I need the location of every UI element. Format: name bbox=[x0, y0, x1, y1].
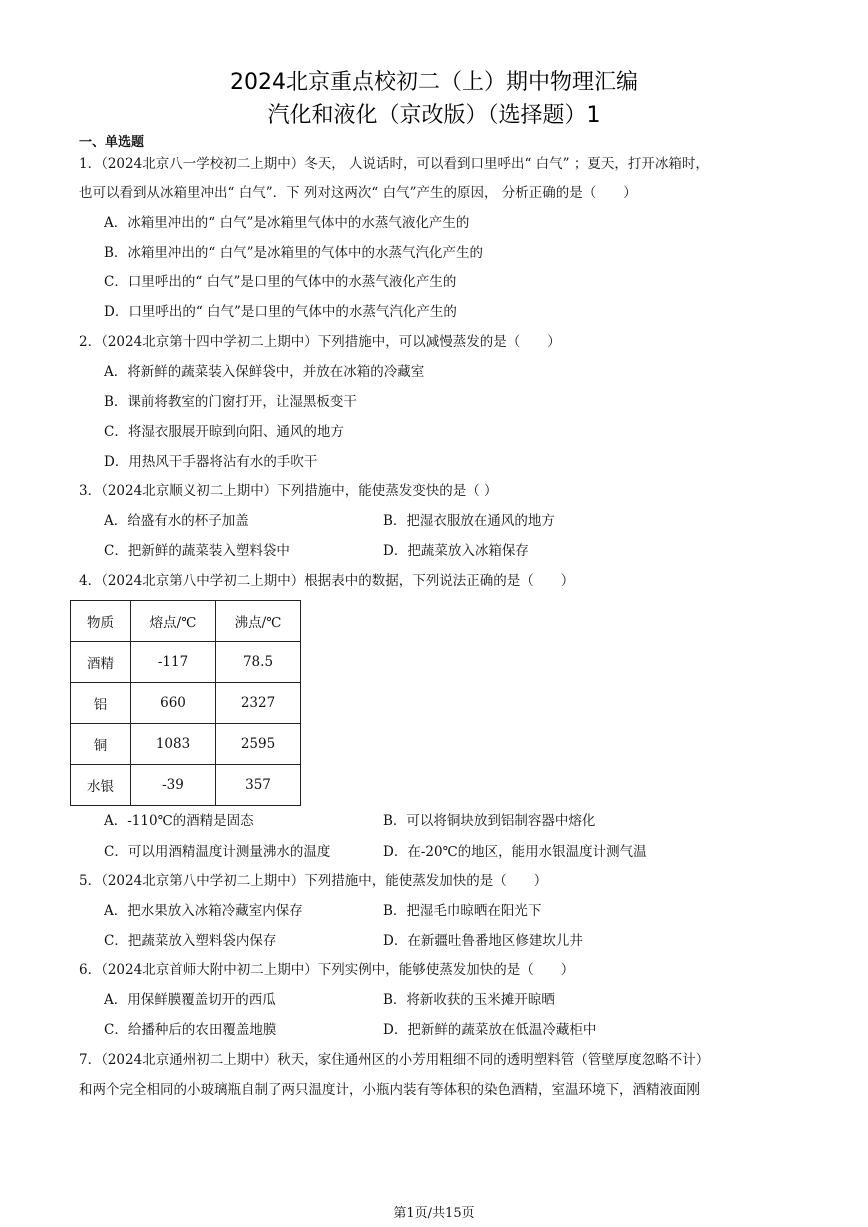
table-row bbox=[71, 724, 301, 765]
table-cell: 水银 bbox=[71, 765, 131, 806]
page-title-line1: 2024北京重点校初二（上）期中物理汇编 bbox=[230, 70, 638, 95]
question-2-option-d: D．用热风干手器将沾有水的手吹干 bbox=[104, 454, 318, 470]
table-header-cell: 熔点/℃ bbox=[131, 601, 216, 642]
table-header-row bbox=[71, 601, 301, 642]
table-cell: 2327 bbox=[216, 683, 301, 724]
page-title-line2: 汽化和液化（京改版）（选择题）1 bbox=[267, 103, 601, 128]
data-table bbox=[70, 600, 301, 806]
question-2-option-b: B．课前将教室的门窗打开，让湿黑板变干 bbox=[104, 394, 357, 410]
table-cell: 铝 bbox=[71, 683, 131, 724]
question-7-stem-line2: 和两个完全相同的小玻璃瓶自制了两只温度计，小瓶内装有等体积的染色酒精，室温环境下，酒精液面刚 bbox=[79, 1082, 700, 1098]
table-row bbox=[71, 642, 301, 683]
table-cell: 1083 bbox=[131, 724, 216, 765]
question-6-option-c: C．给播种后的农田覆盖地膜 bbox=[104, 1022, 277, 1038]
table-cell: 2595 bbox=[216, 724, 301, 765]
question-2-option-c: C．将湿衣服展开晾到向阳、通风的地方 bbox=[104, 424, 344, 440]
question-6-stem: 6．（2024北京首师大附中初二上期中）下列实例中，能够使蒸发加快的是（ ） bbox=[79, 962, 575, 978]
page-number: 第1页/共15页 bbox=[393, 1206, 475, 1221]
question-3-option-b: B．把湿衣服放在通风的地方 bbox=[383, 513, 555, 529]
question-2-option-a: A．将新鲜的蔬菜装入保鲜袋中，并放在冰箱的冷藏室 bbox=[104, 364, 425, 380]
table-row bbox=[71, 765, 301, 806]
table-row bbox=[71, 683, 301, 724]
question-5-stem: 5．（2024北京第八中学初二上期中）下列措施中，能使蒸发加快的是（ ） bbox=[79, 873, 548, 889]
question-5-option-c: C．把蔬菜放入塑料袋内保存 bbox=[104, 933, 277, 949]
table-cell: 酒精 bbox=[71, 642, 131, 683]
question-5-option-a: A．把水果放入冰箱冷藏室内保存 bbox=[104, 903, 303, 919]
table-cell: 357 bbox=[216, 765, 301, 806]
question-1-stem-line1: 1．（2024北京八一学校初二上期中）冬天， 人说话时，可以看到口里呼出“ 白气” ；夏天，打开冰箱时， bbox=[79, 156, 709, 172]
section-heading: 一、单选题 bbox=[79, 135, 145, 150]
question-4-option-d: D．在-20℃的地区，能用水银温度计测气温 bbox=[383, 844, 647, 860]
table-cell: -39 bbox=[131, 765, 216, 806]
question-3-option-a: A．给盛有水的杯子加盖 bbox=[104, 513, 249, 529]
table-cell: 660 bbox=[131, 683, 216, 724]
table-header-cell: 物质 bbox=[71, 601, 131, 642]
table-header-cell: 沸点/℃ bbox=[216, 601, 301, 642]
table-cell: -117 bbox=[131, 642, 216, 683]
question-4-stem: 4．（2024北京第八中学初二上期中）根据表中的数据，下列说法正确的是（ ） bbox=[79, 573, 575, 589]
table-cell: 78.5 bbox=[216, 642, 301, 683]
question-5-option-d: D．在新疆吐鲁番地区修建坎儿井 bbox=[383, 933, 583, 949]
question-1-stem-line2: 也可以看到从冰箱里冲出“ 白气”．下 列对这两次“ 白气”产生的原因， 分析正确的是（ ） bbox=[79, 185, 637, 201]
question-4-option-c: C．可以用酒精温度计测量沸水的温度 bbox=[104, 844, 331, 860]
table-cell: 铜 bbox=[71, 724, 131, 765]
question-5-option-b: B．把湿毛巾晾晒在阳光下 bbox=[383, 903, 542, 919]
question-4-option-b: B．可以将铜块放到铝制容器中熔化 bbox=[383, 813, 596, 829]
question-3-option-c: C．把新鲜的蔬菜装入塑料袋中 bbox=[104, 543, 290, 559]
question-1-option-c: C．口里呼出的“ 白气”是口里的气体中的水蒸气液化产生的 bbox=[104, 274, 457, 290]
question-1-option-b: B．冰箱里冲出的“ 白气”是冰箱里的气体中的水蒸气汽化产生的 bbox=[104, 245, 484, 261]
question-4-option-a: A．-110℃的酒精是固态 bbox=[104, 813, 254, 829]
question-6-option-a: A．用保鲜膜覆盖切开的西瓜 bbox=[104, 992, 276, 1008]
question-1-option-d: D．口里呼出的“ 白气”是口里的气体中的水蒸气汽化产生的 bbox=[104, 304, 457, 320]
question-6-option-b: B．将新收获的玉米摊开晾晒 bbox=[383, 992, 555, 1008]
question-3-stem: 3．（2024北京顺义初二上期中）下列措施中，能使蒸发变快的是（ ） bbox=[79, 483, 498, 499]
question-6-option-d: D．把新鲜的蔬菜放在低温冷藏柜中 bbox=[383, 1022, 597, 1038]
question-2-stem: 2．（2024北京第十四中学初二上期中）下列措施中，可以减慢蒸发的是（ ） bbox=[79, 334, 561, 350]
question-7-stem-line1: 7．（2024北京通州初二上期中）秋天，家住通州区的小芳用粗细不同的透明塑料管（管壁厚度忽略不计） bbox=[79, 1052, 710, 1068]
question-1-option-a: A．冰箱里冲出的“ 白气”是冰箱里气体中的水蒸气液化产生的 bbox=[104, 215, 470, 231]
question-3-option-d: D．把蔬菜放入冰箱保存 bbox=[383, 543, 529, 559]
